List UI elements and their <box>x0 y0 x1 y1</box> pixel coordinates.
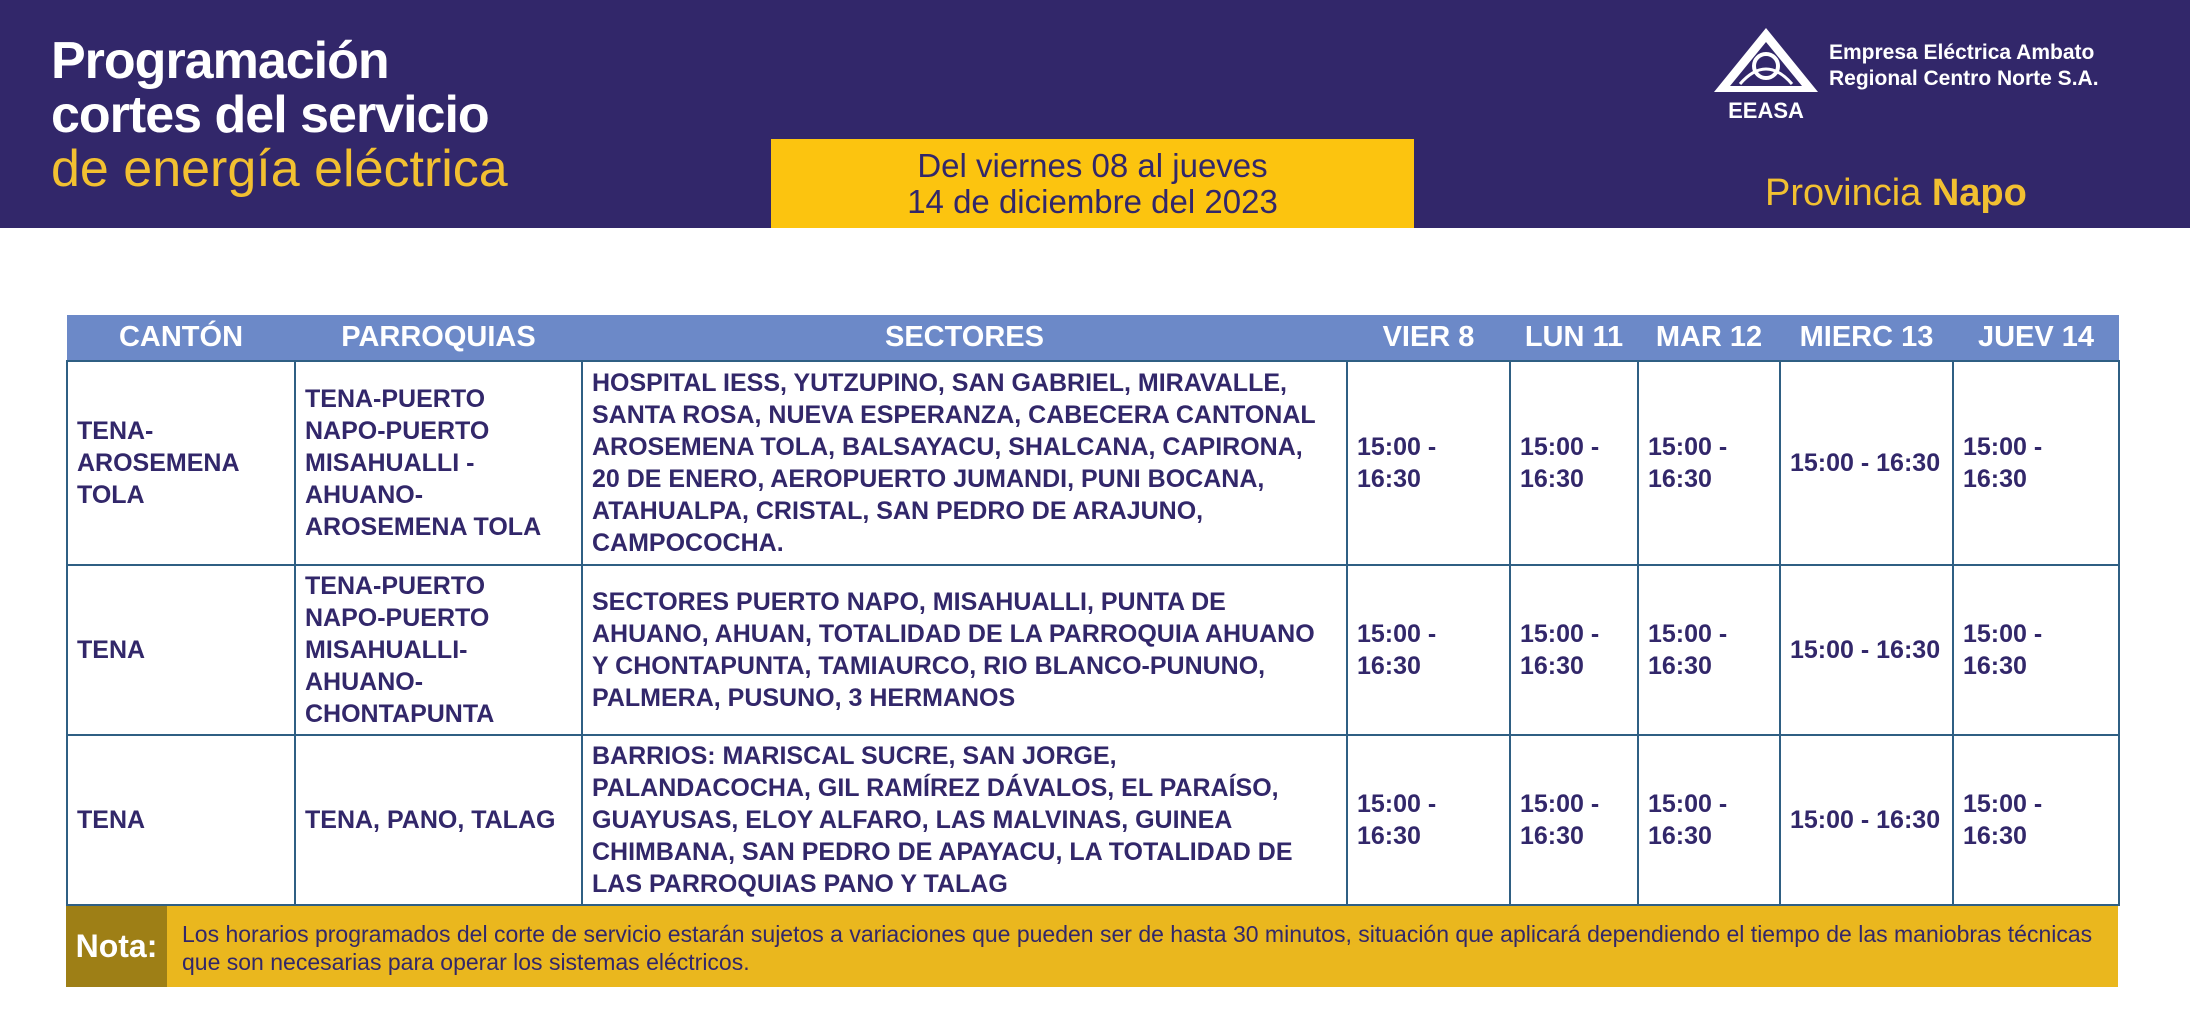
time-cell: 15:00 - 16:30 <box>1953 735 2119 905</box>
time-cell: 15:00 - 16:30 <box>1638 735 1780 905</box>
canton-cell: TENA <box>67 735 295 905</box>
title-line-1: Programación <box>51 32 389 90</box>
table-row <box>67 735 2119 905</box>
time-cell: 15:00 - 16:30 <box>1347 565 1510 735</box>
time-cell: 15:00 - 16:30 <box>1510 361 1638 565</box>
date-range-line-1: Del viernes 08 al jueves <box>917 147 1268 184</box>
title-line-3: de energía eléctrica <box>51 140 508 198</box>
company-line-2: Regional Centro Norte S.A. <box>1829 67 2099 90</box>
note-text: Los horarios programados del corte de servicio estarán sujetos a variaciones que pueden ser de hasta 30 minutos, situación que aplicará dependiendo el tiempo de las maniobras técnicas que son necesarias para operar los sistemas eléctricos. <box>182 921 2093 975</box>
time-cell: 15:00 - 16:30 <box>1780 565 1953 735</box>
table-row <box>67 565 2119 735</box>
date-range-line-2: 14 de diciembre del 2023 <box>907 183 1278 220</box>
sectores-cell: SECTORES PUERTO NAPO, MISAHUALLI, PUNTA DE AHUANO, AHUAN, TOTALIDAD DE LA PARROQUIA AHUANO Y CHONTAPUNTA, TAMIAURCO, RIO BLANCO-PUNUNO, PALMERA, PUSUNO, 3 HERMANOS <box>582 565 1347 735</box>
time-cell: 15:00 - 16:30 <box>1780 361 1953 565</box>
column-header-juev-14: JUEV 14 <box>1953 315 2119 361</box>
header-banner <box>0 0 2190 228</box>
note-bar <box>66 906 2118 987</box>
parroquias-cell: TENA-PUERTO NAPO-PUERTO MISAHUALLI -AHUANO-AROSEMENA TOLA <box>295 361 582 565</box>
time-cell: 15:00 - 16:30 <box>1347 735 1510 905</box>
schedule-table <box>66 315 2120 906</box>
table-row <box>67 361 2119 565</box>
company-name <box>1829 40 2099 92</box>
page-title <box>51 34 508 196</box>
date-range-box <box>771 139 1414 228</box>
province-name: Napo <box>1931 172 2027 214</box>
table-header-row <box>67 315 2119 361</box>
province-label <box>1765 172 2027 215</box>
column-header-lun-11: LUN 11 <box>1510 315 1638 361</box>
column-header-canton: CANTÓN <box>67 315 295 361</box>
canton-cell: TENA <box>67 565 295 735</box>
province-prefix: Provincia <box>1765 172 1922 214</box>
time-cell: 15:00 - 16:30 <box>1510 565 1638 735</box>
sectores-cell: HOSPITAL IESS, YUTZUPINO, SAN GABRIEL, MIRAVALLE, SANTA ROSA, NUEVA ESPERANZA, CABECERA CANTONAL AROSEMENA TOLA, BALSAYACU, SHALCANA, CAPIRONA, 20 DE ENERO, AEROPUERTO JUMANDI, PUNI BOCANA, ATAHUALPA, CRISTAL, SAN PEDRO DE ARAJUNO, CAMPOCOCHA. <box>582 361 1347 565</box>
time-cell: 15:00 - 16:30 <box>1953 361 2119 565</box>
company-line-1: Empresa Eléctrica Ambato <box>1829 41 2095 64</box>
note-label: Nota: <box>66 906 167 987</box>
title-line-2: cortes del servicio <box>51 86 489 144</box>
time-cell: 15:00 - 16:30 <box>1638 565 1780 735</box>
column-header-vier-8: VIER 8 <box>1347 315 1510 361</box>
sectores-cell: BARRIOS: MARISCAL SUCRE, SAN JORGE, PALANDACOCHA, GIL RAMÍREZ DÁVALOS, EL PARAÍSO, GUAYUSAS, ELOY ALFARO, LAS MALVINAS, GUINEA CHIMBANA, SAN PEDRO DE APAYACU, LA TOTALIDAD DE LAS PARROQUIAS PANO Y TALAG <box>582 735 1347 905</box>
logo-text: EEASA <box>1728 98 1804 123</box>
column-header-parroquias: PARROQUIAS <box>295 315 582 361</box>
time-cell: 15:00 - 16:30 <box>1347 361 1510 565</box>
time-cell: 15:00 - 16:30 <box>1638 361 1780 565</box>
column-header-sectores: SECTORES <box>582 315 1347 361</box>
canton-cell: TENA-AROSEMENA TOLA <box>67 361 295 565</box>
time-cell: 15:00 - 16:30 <box>1510 735 1638 905</box>
parroquias-cell: TENA, PANO, TALAG <box>295 735 582 905</box>
column-header-mierc-13: MIERC 13 <box>1780 315 1953 361</box>
eeasa-logo-icon <box>1710 24 1822 124</box>
time-cell: 15:00 - 16:30 <box>1780 735 1953 905</box>
parroquias-cell: TENA-PUERTO NAPO-PUERTO MISAHUALLI-AHUANO-CHONTAPUNTA <box>295 565 582 735</box>
time-cell: 15:00 - 16:30 <box>1953 565 2119 735</box>
column-header-mar-12: MAR 12 <box>1638 315 1780 361</box>
